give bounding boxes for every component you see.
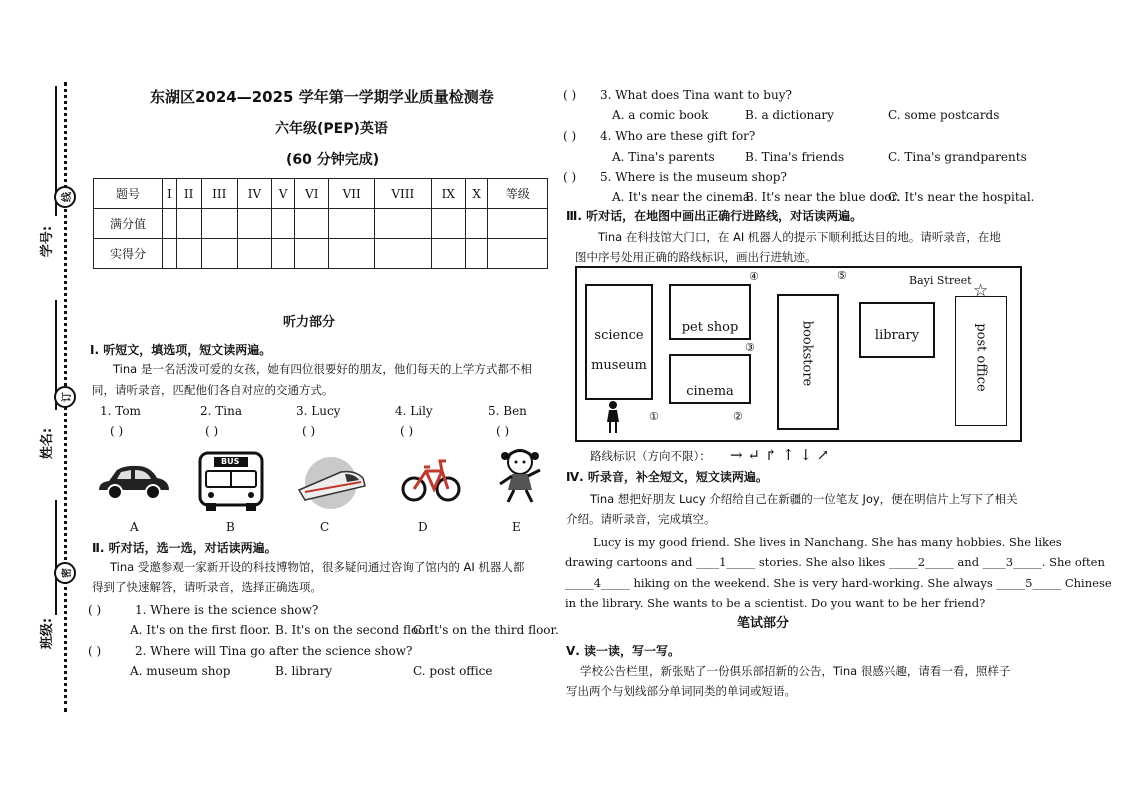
score-cell[interactable] [329, 239, 375, 269]
seal-seal-mark: 密 [54, 562, 76, 584]
score-cell[interactable] [176, 239, 201, 269]
street-label: Bayi Street [909, 274, 972, 287]
score-cell[interactable] [201, 209, 237, 239]
option-text: B. It's on the second floor. [275, 623, 434, 637]
answer-blank[interactable]: ( ) [302, 424, 316, 438]
answer-paren[interactable]: ( ) [88, 603, 102, 617]
passage-line: in the library. She wants to be a scientist. Do you want to be her friend? [565, 596, 986, 610]
score-cell[interactable] [163, 209, 177, 239]
bike-icon [400, 455, 462, 503]
q4-title: Ⅳ. 听录音，补全短文，短文读两遍。 [566, 470, 768, 484]
option-letter: A [130, 520, 139, 534]
score-cell[interactable] [237, 209, 271, 239]
answer-blank[interactable]: ( ) [496, 424, 510, 438]
destination-star-icon: ☆ [973, 281, 989, 301]
score-cell[interactable] [431, 209, 465, 239]
q1-intro-line1: Tina 是一名活泼可爱的女孩，她有四位很要好的朋友，他们每天的上学方式都不相 [113, 362, 532, 376]
option-text: C. It's on the third floor. [413, 623, 559, 637]
score-cell[interactable] [431, 239, 465, 269]
column-header: VI [295, 179, 329, 209]
score-cell[interactable] [329, 209, 375, 239]
answer-paren[interactable]: ( ) [563, 170, 577, 184]
passage-line: drawing cartoons and ____1_____ stories. She also likes _____2_____ and ____3_____. She often [565, 555, 1105, 569]
option-text: C. post office [413, 664, 493, 678]
q5-intro-line2: 写出两个与划线部分单词同类的单词或短语。 [566, 684, 796, 698]
building-label: post office [973, 323, 989, 392]
q1-title: Ⅰ. 听短文，填选项，短文读两遍。 [90, 343, 272, 357]
column-header: IX [431, 179, 465, 209]
q3-intro-line2: 图中序号处用正确的路线标识，画出行进轨迹。 [575, 250, 817, 264]
score-cell[interactable] [272, 209, 295, 239]
q1-intro-line2: 同，请听录音，匹配他们各自对应的交通方式。 [92, 383, 334, 397]
passage-line: Lucy is my good friend. She lives in Nanchang. She has many hobbies. She likes [593, 535, 1062, 549]
answer-paren[interactable]: ( ) [563, 88, 577, 102]
table-row [94, 209, 548, 239]
q2-title: Ⅱ. 听对话，选一选，对话读两遍。 [92, 541, 277, 555]
building-label: library [874, 328, 920, 343]
class-underline [55, 500, 57, 615]
column-header: VIII [374, 179, 431, 209]
column-header-grade: 等级 [488, 179, 548, 209]
score-cell[interactable] [201, 239, 237, 269]
score-cell[interactable] [465, 239, 488, 269]
option-text: B. a dictionary [745, 108, 834, 122]
car-icon [95, 462, 173, 502]
option-letter: B [226, 520, 235, 534]
route-arrows: → ↵ ↱ ↑ ↓ ↗ [730, 446, 830, 464]
column-header: II [176, 179, 201, 209]
answer-blank[interactable]: ( ) [205, 424, 219, 438]
answer-paren[interactable]: ( ) [563, 129, 577, 143]
passage-line: _____4_____ hiking on the weekend. She is very hard-working. She always _____5_____ Chinese [565, 576, 1112, 590]
score-cell[interactable] [163, 239, 177, 269]
q4-intro-line1: Tina 想把好朋友 Lucy 介绍给自己在新疆的一位笔友 Joy，便在明信片上写下了相关 [590, 492, 1018, 506]
column-header: V [272, 179, 295, 209]
option-text: B. library [275, 664, 333, 678]
name-label: 姓名: [40, 427, 56, 460]
exam-duration: (60 分钟完成) [286, 152, 380, 168]
map-marker: ④ [749, 270, 759, 283]
seal-line-mark: 线 [54, 186, 76, 208]
table-row [94, 239, 548, 269]
writing-section-title: 笔试部分 [737, 616, 790, 631]
map-marker: ① [649, 410, 659, 423]
building-label: bookstore [799, 320, 815, 387]
column-header: X [465, 179, 488, 209]
question-text: 1. Where is the science show? [135, 603, 319, 617]
score-cell[interactable] [295, 239, 329, 269]
option-letter: D [418, 520, 428, 534]
student-id-label: 学号: [40, 225, 56, 258]
tina-figure-icon [605, 400, 621, 434]
column-header: III [201, 179, 237, 209]
question-text: 3. What does Tina want to buy? [600, 88, 792, 102]
option-letter: C [320, 520, 330, 534]
q4-intro-line2: 介绍。请听录音，完成填空。 [566, 512, 716, 526]
score-cell[interactable] [272, 239, 295, 269]
option-text: C. It's near the hospital. [888, 190, 1035, 204]
person-label: 3. Lucy [296, 404, 341, 418]
bus-sign-text: BUS [221, 457, 240, 466]
q3-title: Ⅲ. 听对话，在地图中画出正确行进路线，对话读两遍。 [566, 209, 863, 223]
score-cell[interactable] [295, 209, 329, 239]
score-cell[interactable] [237, 239, 271, 269]
option-text: C. Tina's grandparents [888, 150, 1027, 164]
score-cell[interactable] [488, 239, 548, 269]
score-cell[interactable] [488, 209, 548, 239]
train-icon [295, 456, 367, 510]
building-label: pet shop [681, 320, 739, 335]
score-cell[interactable] [465, 209, 488, 239]
score-table [93, 178, 548, 269]
row-label-full-score: 满分值 [94, 209, 163, 239]
seal-bind-mark: 订 [54, 386, 76, 408]
table-row [94, 179, 548, 209]
column-header: I [163, 179, 177, 209]
q5-intro-line1: 学校公告栏里，新张贴了一份俱乐部招新的公告，Tina 很感兴趣，请看一看，照样子 [580, 664, 1011, 678]
q2-intro-line2: 得到了快速解答，请听录音，选择正确选项。 [92, 580, 322, 594]
option-text: A. It's on the first floor. [130, 623, 271, 637]
option-text: A. museum shop [130, 664, 231, 678]
score-cell[interactable] [176, 209, 201, 239]
row-label-question-no: 题号 [94, 179, 163, 209]
person-label: 2. Tina [200, 404, 242, 418]
building-label: science [594, 328, 644, 343]
option-text: B. Tina's friends [745, 150, 845, 164]
class-label: 班级: [40, 617, 56, 650]
route-map[interactable] [575, 266, 1022, 442]
walking-girl-icon [492, 446, 548, 506]
building-label: museum [591, 358, 647, 373]
column-header: VII [329, 179, 375, 209]
option-text: A. a comic book [612, 108, 709, 122]
option-text: B. It's near the blue door. [745, 190, 900, 204]
map-marker: ② [733, 410, 743, 423]
building-label: cinema [686, 384, 734, 399]
option-text: A. Tina's parents [612, 150, 715, 164]
route-sign-label: 路线标识（方向不限）： [590, 449, 711, 463]
question-text: 5. Where is the museum shop? [600, 170, 787, 184]
answer-blank[interactable]: ( ) [110, 424, 124, 438]
map-marker: ③ [745, 341, 755, 354]
q5-title: Ⅴ. 读一读，写一写。 [566, 644, 681, 658]
question-text: 4. Who are these gift for? [600, 129, 756, 143]
option-text: A. It's near the cinema. [612, 190, 754, 204]
question-text: 2. Where will Tina go after the science show? [135, 644, 413, 658]
exam-subject: 六年级(PEP)英语 [275, 121, 388, 137]
person-label: 4. Lily [395, 404, 433, 418]
option-letter: E [512, 520, 521, 534]
listening-section-title: 听力部分 [283, 315, 336, 330]
answer-blank[interactable]: ( ) [400, 424, 414, 438]
column-header: IV [237, 179, 271, 209]
score-cell[interactable] [374, 209, 431, 239]
answer-paren[interactable]: ( ) [88, 644, 102, 658]
q2-intro-line1: Tina 受邀参观一家新开设的科技博物馆，很多疑问通过咨询了馆内的 AI 机器人都 [110, 560, 525, 574]
q3-intro-line1: Tina 在科技馆大门口，在 AI 机器人的提示下顺利抵达目的地。请听录音，在地 [598, 230, 1001, 244]
score-cell[interactable] [374, 239, 431, 269]
option-text: C. some postcards [888, 108, 1000, 122]
person-label: 1. Tom [100, 404, 141, 418]
row-label-actual-score: 实得分 [94, 239, 163, 269]
exam-title: 东湖区2024—2025 学年第一学期学业质量检测卷 [150, 88, 494, 106]
person-label: 5. Ben [488, 404, 527, 418]
map-marker: ⑤ [837, 269, 847, 282]
